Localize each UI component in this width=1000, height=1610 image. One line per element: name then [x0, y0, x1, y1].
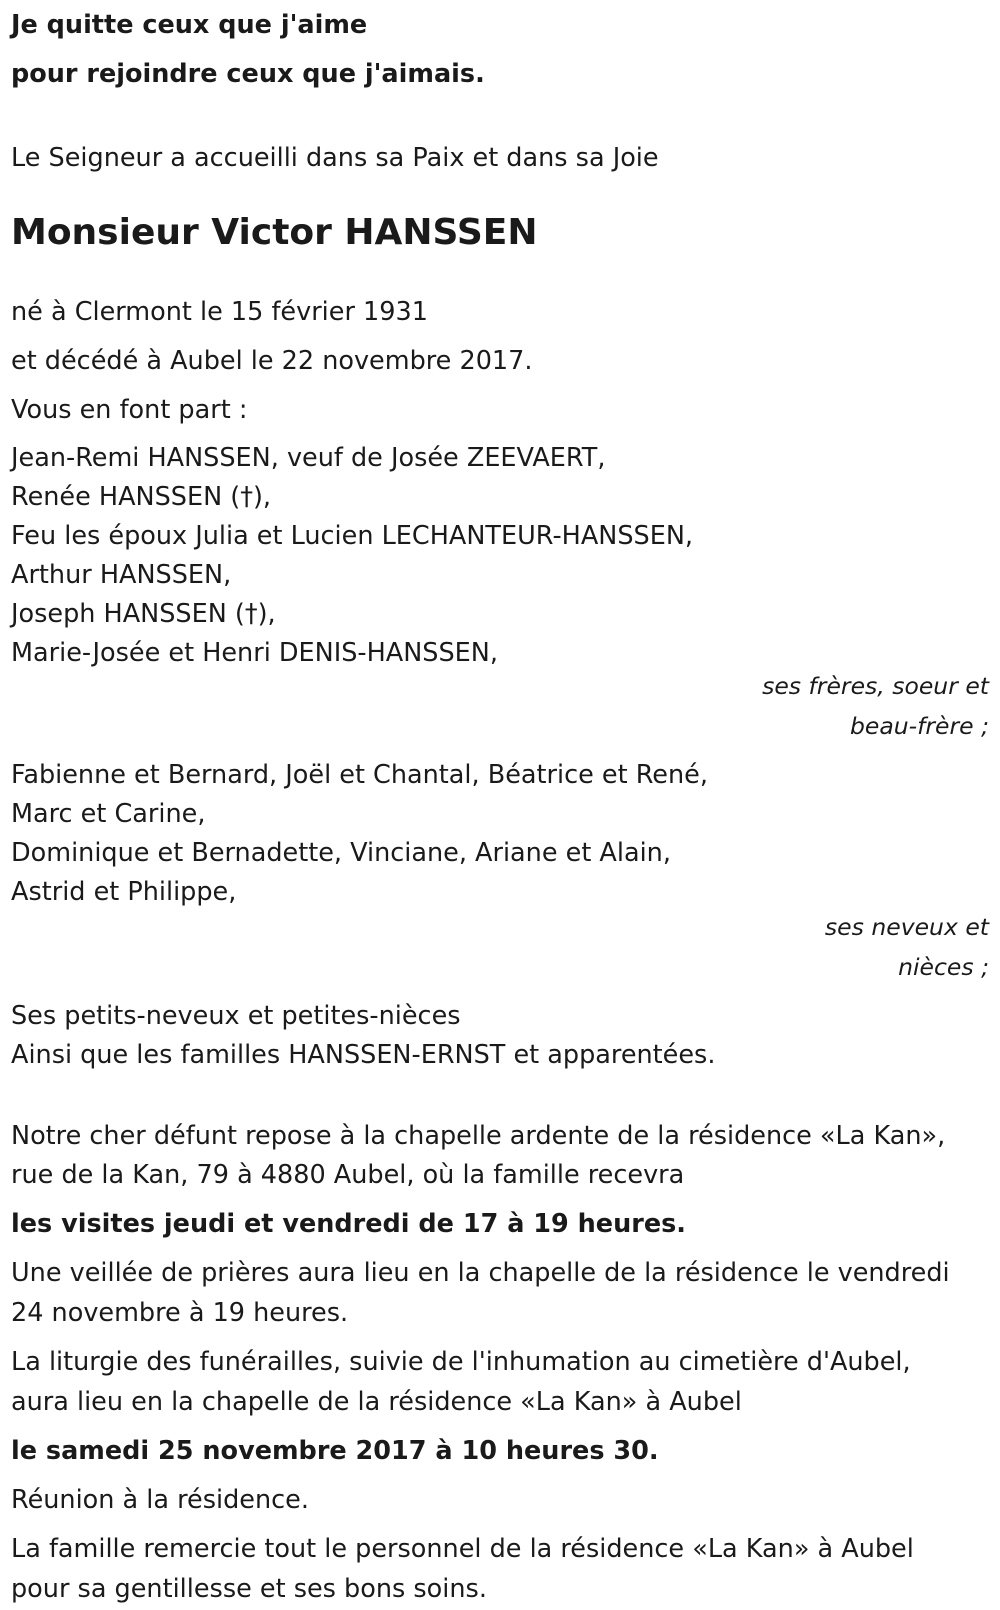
list-item: Arthur HANSSEN, [11, 560, 232, 590]
quote-line-2: pour rejoindre ceux que j'aimais. [11, 59, 485, 89]
vigil-line-2: 24 novembre à 19 heures. [11, 1298, 349, 1328]
obituary-notice [11, 0, 989, 1609]
thanks-paragraph [11, 1529, 989, 1609]
relation-line-1: ses frères, soeur et [762, 672, 989, 700]
vigil-paragraph [11, 1253, 989, 1333]
liturgy-line-2: aura lieu en la chapelle de la résidence «La Kan» à Aubel [11, 1387, 742, 1417]
deceased-name: Monsieur Victor HANSSEN [11, 212, 538, 253]
liturgy-line-1: La liturgie des funérailles, suivie de l'inhumation au cimetière d'Aubel, [11, 1347, 911, 1377]
vigil-line-1: Une veillée de prières aura lieu en la chapelle de la résidence le vendredi [11, 1258, 950, 1288]
funeral-date: le samedi 25 novembre 2017 à 10 heures 30. [11, 1436, 659, 1466]
siblings-list [11, 439, 989, 673]
rest-line-2: rue de la Kan, 79 à 4880 Aubel, où la famille recevra [11, 1160, 685, 1190]
rest-line-1: Notre cher défunt repose à la chapelle ardente de la résidence «La Kan», [11, 1121, 946, 1151]
list-item: Renée HANSSEN (†), [11, 482, 272, 512]
death-text: et décédé à Aubel le 22 novembre 2017. [11, 346, 533, 376]
list-item: Jean-Remi HANSSEN, veuf de Josée ZEEVAERT, [11, 443, 606, 473]
relation-line-2: nièces ; [898, 953, 989, 981]
list-item: Feu les époux Julia et Lucien LECHANTEUR-HANSSEN, [11, 521, 694, 551]
list-item: Dominique et Bernadette, Vinciane, Ariane et Alain, [11, 838, 671, 868]
thanks-line-2: pour sa gentillesse et ses bons soins. [11, 1574, 487, 1604]
list-item: Ainsi que les familles HANSSEN-ERNST et apparentées. [11, 1040, 716, 1070]
birth-text: né à Clermont le 15 février 1931 [11, 297, 428, 327]
list-item: Joseph HANSSEN (†), [11, 599, 276, 629]
list-item: Astrid et Philippe, [11, 877, 237, 907]
relation-line-1: ses neveux et [824, 913, 989, 941]
reunion-text: Réunion à la résidence. [11, 1485, 309, 1515]
liturgy-paragraph [11, 1342, 989, 1422]
announce-text: Vous en font part : [11, 395, 248, 425]
relation-line-2: beau-frère ; [849, 712, 989, 740]
siblings-relation [11, 666, 989, 746]
list-item: Marc et Carine, [11, 799, 206, 829]
list-item: Fabienne et Bernard, Joël et Chantal, Béatrice et René, [11, 760, 708, 790]
thanks-line-1: La famille remercie tout le personnel de la résidence «La Kan» à Aubel [11, 1534, 914, 1564]
list-item: Marie-Josée et Henri DENIS-HANSSEN, [11, 638, 498, 668]
list-item: Ses petits-neveux et petites-nièces [11, 1001, 461, 1031]
others-list [11, 997, 989, 1075]
intro-text: Le Seigneur a accueilli dans sa Paix et dans sa Joie [11, 143, 659, 173]
visits-text: les visites jeudi et vendredi de 17 à 19 heures. [11, 1209, 686, 1239]
nephews-list [11, 756, 989, 912]
nephews-relation [11, 907, 989, 987]
quote-line-1: Je quitte ceux que j'aime [11, 10, 368, 40]
rest-paragraph [11, 1117, 989, 1195]
